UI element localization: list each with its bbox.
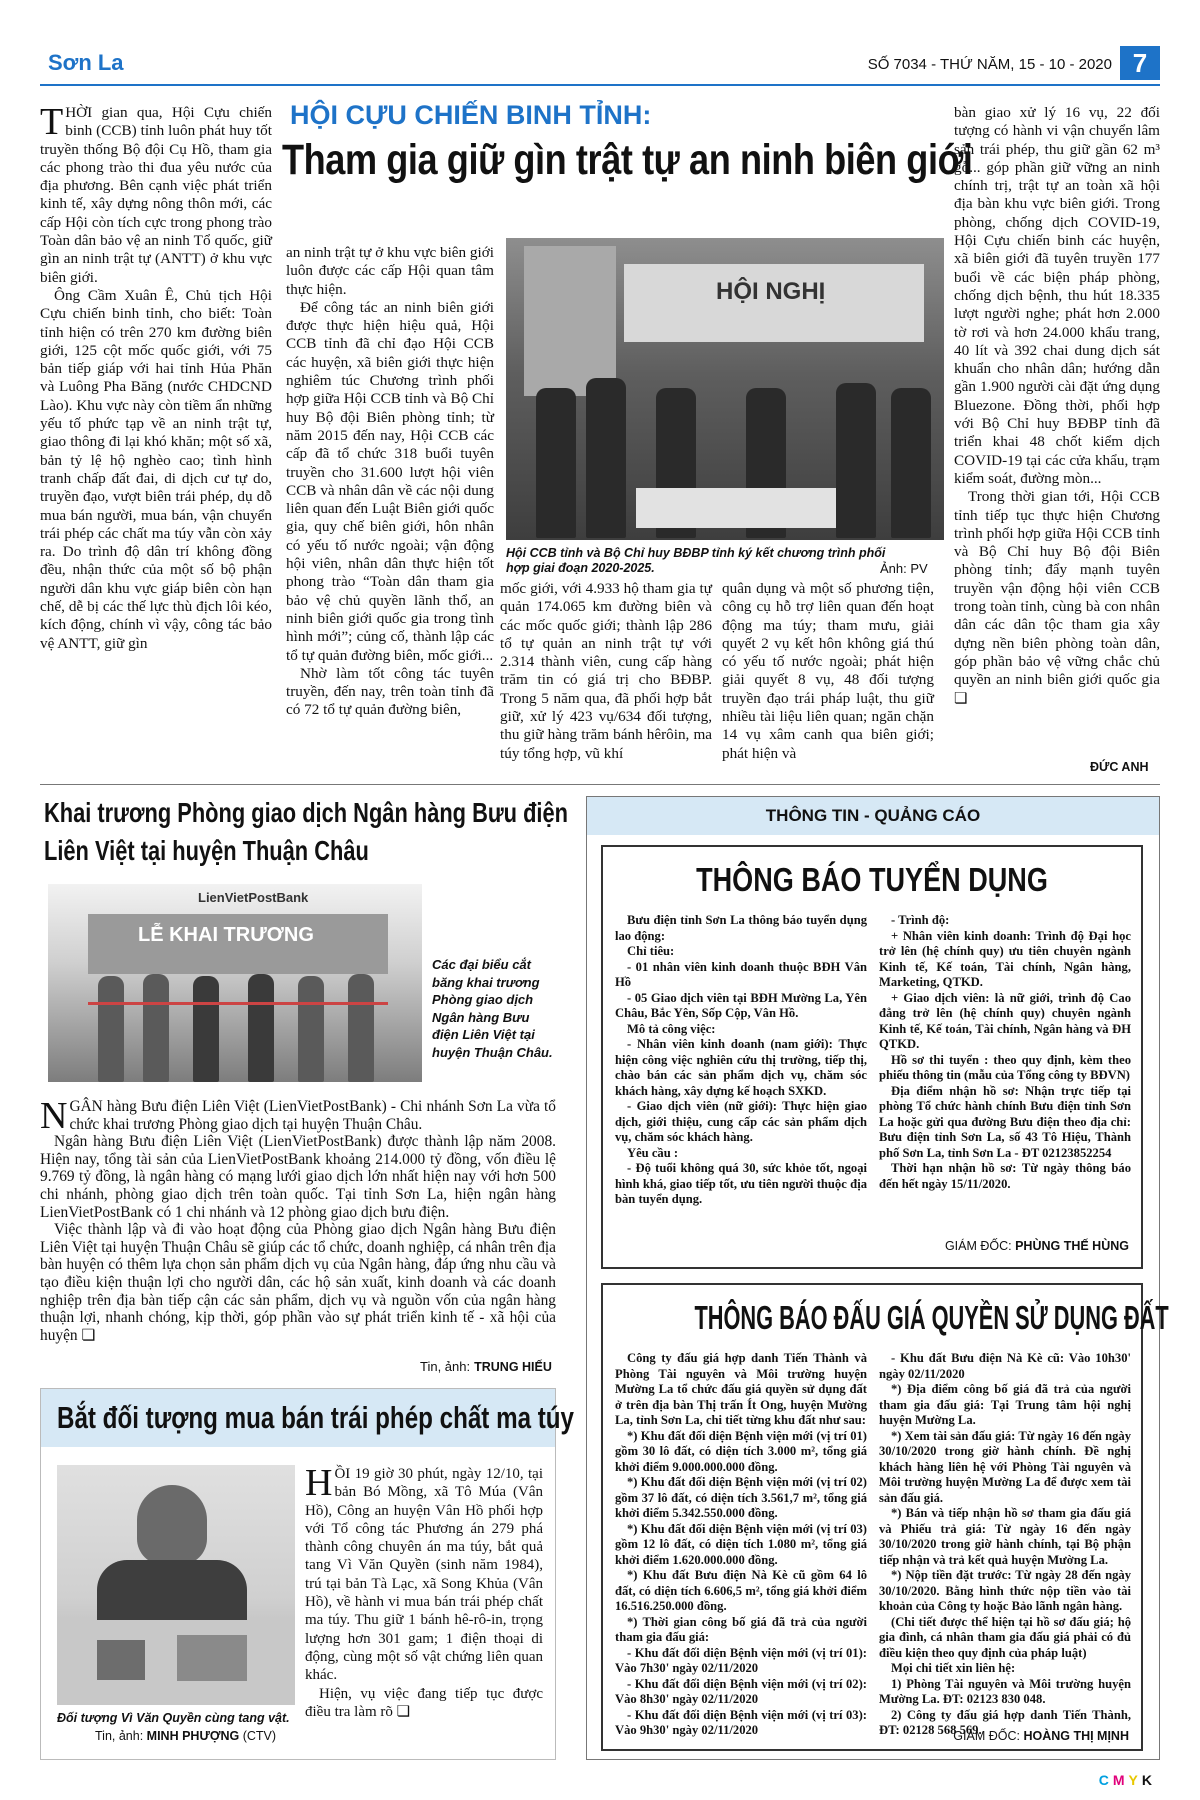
recruit-notice	[601, 845, 1143, 1269]
article1-kicker: HỘI CỰU CHIẾN BINH TỈNH:	[290, 100, 652, 130]
auction-left-para: *) Khu đất Bưu điện Nà Kè cũ gồm 64 lô đất, có diện tích 6.606,5 m², tổng giá khởi điểm 16.516.250.000 đồng.	[615, 1568, 867, 1613]
recruit-left-para: - 01 nhân viên kinh doanh thuộc BĐH Vân Hồ	[615, 959, 867, 989]
article2-headline	[44, 794, 568, 870]
recruit-right-para: + Nhân viên kinh doanh: Trình độ Đại học trở lên (hệ chính quy) ưu tiên chuyên ngành Kinh tế, Kế toán, Tài chính, Ngân hàng, Marketing, QTKD.	[879, 928, 1131, 989]
article3-photo	[57, 1465, 295, 1705]
article1-col1-para-2: Ông Cầm Xuân Ê, Chủ tịch Hội Cựu chiến binh tỉnh, cho biết: Toàn tỉnh hiện có trên 270 km đường biên giới, 125 cột mốc quốc giới, với 75 bản tiếp giáp với hai tỉnh Hủa Phăn và Luông Pha Băng (nước CHDCND Lào). Khu vực này còn tiềm ẩn những yếu tố phức tạp về an ninh trật tự, giao thông đi lại khó khăn; một số xã, bản tỷ lệ hộ nghèo cao; tình hình tranh chấp đất đai, di dịch cư tự do, truyền đạo, vượt biên trái phép, dụ dỗ mua bán người, mua bán, vận chuyển trái phép các chất ma túy vẫn còn xảy ra. Do trình độ dân trí không đồng đều, nhận thức của một số bộ phận người dân khu vực giáp biên còn hạn chế, dễ bị các thế lực thù địch lôi kéo, kích động, chính vì vậy, công tác bảo vệ ANTT, giữ gìn	[40, 286, 272, 652]
auction-left-para: *) Thời gian công bố giá đã trả của người tham gia đấu giá:	[615, 1614, 867, 1644]
recruit-left-para: - Nhân viên kinh doanh (nam giới): Thực hiện công việc nghiên cứu thị trường, tiếp thị, chào bán các sản phẩm dịch vụ, chăm sóc khách hàng, xây dựng kế hoạch SXKD.	[615, 1037, 867, 1098]
dropcap: H	[305, 1462, 333, 1504]
article1-column-5	[954, 104, 1160, 758]
auction-notice	[601, 1283, 1169, 1751]
section-divider	[40, 784, 1160, 785]
ads-strip: THÔNG TIN - QUẢNG CÁO	[587, 797, 1159, 835]
print-mark-letter: Y	[1128, 1772, 1142, 1788]
credit-name: TRUNG HIẾU	[474, 1360, 552, 1374]
auction-right-para: Mọi chi tiết xin liên hệ:	[891, 1661, 1016, 1675]
auction-right-para: *) Địa điểm công bố giá đã trả của người tham gia đấu giá: Tại Trung tâm hội nghị huyện Mường La.	[879, 1382, 1131, 1427]
recruit-left-para: Yêu cầu :	[627, 1145, 679, 1160]
signature-label: GIÁM ĐỐC:	[944, 1239, 1012, 1253]
credit-label: Tin, ảnh:	[95, 1729, 144, 1743]
page-header	[40, 42, 1160, 82]
article2-photo	[48, 884, 422, 1082]
auction-left-para: *) Khu đất đối diện Bệnh viện mới (vị trí 01) gồm 30 lô đất, có diện tích 3.000 m², tổng giá khởi điểm 9.000.000.000 đồng.	[615, 1428, 867, 1474]
auction-left-para: Công ty đấu giá hợp danh Tiến Thành và Phòng Tài nguyên và Môi trường huyện Mường La tổ chức đấu giá quyền sử dụng đất ở trên địa bàn Thị trấn Ít Ong, huyện Mường La, tỉnh Sơn La, chi tiết từng khu đất như sau:	[615, 1351, 867, 1427]
issue-line: SỐ 7034 - THỨ NĂM, 15 - 10 - 2020	[867, 56, 1112, 73]
article1-headline: Tham gia giữ gìn trật tự an ninh biên giới	[282, 136, 973, 184]
dropcap: T	[40, 101, 64, 143]
recruit-right-para: Hồ sơ thi tuyển : theo quy định, kèm theo phiếu thông tin (mẫu của Tổng công ty BĐVN)	[879, 1052, 1131, 1082]
article1-col3-para-1: mốc giới, với 4.933 hộ tham gia tự quản 174.065 km đường biên và các mốc quốc giới; thành lập 286 tổ tự quản an ninh trật tự với 2.314 thành viên, cung cấp hàng trăm tin có giá trị cho BĐBP. Trong 5 năm qua, đã phối hợp bắt giữ, xử lý 423 vụ/634 đối tượng, thu giữ hàng trăm bánh hêrôin, ma túy tổng hợp, vũ khí	[500, 580, 712, 762]
print-marks	[1099, 1772, 1156, 1788]
recruit-right-para: Thời hạn nhận hồ sơ: Từ ngày thông báo đến hết ngày 15/11/2020.	[879, 1161, 1131, 1191]
article3-credit	[95, 1729, 276, 1743]
article1-col4-para-1: quân dụng và một số phương tiện, công cụ hỗ trợ liên quan đến hoạt động ma túy; tham mưu, giải quyết 2 vụ kết hôn không giá thú có yếu tố nước ngoài; phát hiện giải quyết 8 vụ, 48 đối tượng truyền đạo trái pháp luật, thu giữ nhiều tài liệu liên quan; ngăn chặn 14 vụ xâm canh qua biên giới; phát hiện và	[722, 580, 934, 762]
article1-photo-caption: Hội CCB tỉnh và Bộ Chỉ huy BĐBP tỉnh ký kết chương trình phối hợp giai đoạn 2020-2025.	[506, 546, 886, 575]
article1-column-3	[500, 580, 712, 780]
article1-photo-credit: Ảnh: PV	[880, 561, 928, 576]
auction-signature	[953, 1729, 1129, 1743]
dropcap: N	[40, 1095, 68, 1137]
article1-author: ĐỨC ANH	[1090, 760, 1149, 774]
print-mark-letter: M	[1112, 1772, 1129, 1788]
article2-para-3: Việc thành lập và đi vào hoạt động của Phòng giao dịch Ngân hàng Bưu điện Liên Việt tại huyện Thuận Châu sẽ giúp các tổ chức, doanh nghiệp, cá nhân trên địa bàn huyện có thêm lựa chọn sản phẩm dịch vụ của Ngân hàng, đáp ứng nhu cầu và tạo điều kiện thuận lợi cho người dân, các hộ sản xuất, kinh doanh và các doanh nghiệp trên địa bàn tiếp cận các sản phẩm, dịch vụ và nguồn vốn của ngân hàng thuận lợi, nhanh chóng, kịp thời, góp phần vào sự phát triển kinh tế - xã hội của huyện ❏	[40, 1221, 556, 1344]
section-name: Sơn La	[48, 50, 124, 75]
page-number: 7	[1120, 46, 1160, 80]
article3-para-1: HỒI 19 giờ 30 phút, ngày 12/10, tại bản Bó Mồng, xã Tô Múa (Vân Hồ), Công an huyện Vân Hồ phối hợp với Tổ công tác Phương án 279 phá thành công chuyên án ma túy, bắt quả tang Vì Văn Quyền (sinh năm 1984), trú tại bản Tà Lạc, xã Song Khủa (Vân Hồ), về hành vi mua bán trái phép chất ma túy. Thu giữ 1 bánh hê-rô-in, trọng lượng hơn 301 gam; 1 điện thoại di động, cùng một số vật chứng liên quan khác.	[305, 1462, 543, 1684]
recruit-signature	[945, 1239, 1129, 1253]
auction-right-para: 2) Công ty đấu giá hợp danh Tiến Thành, ĐT: 02128 568 569.	[879, 1707, 1131, 1737]
print-mark-letter: K	[1141, 1772, 1156, 1788]
recruit-right-para: - Trình độ:	[891, 913, 950, 927]
recruit-title: THÔNG BÁO TUYỂN DỤNG	[696, 861, 1048, 898]
article2-body	[40, 1095, 556, 1356]
article3-headline: Bắt đối tượng mua bán trái phép chất ma túy	[57, 1400, 575, 1435]
auction-left-column	[615, 1351, 867, 1741]
print-mark-letter: C	[1098, 1772, 1113, 1788]
article3-body	[305, 1462, 543, 1755]
auction-left-para: *) Khu đất đối diện Bệnh viện mới (vị trí 02) gồm 37 lô đất, có diện tích 3.561,7 m², tổng giá khởi điểm 5.342.550.000 đồng.	[615, 1475, 867, 1520]
article1-col2-para-1: an ninh trật tự ở khu vực biên giới luôn được các cấp Hội quan tâm thực hiện.	[286, 244, 494, 298]
recruit-left-para: - 05 Giao dịch viên tại BĐH Mường La, Yên Châu, Bắc Yên, Sốp Cộp, Vân Hồ.	[615, 990, 867, 1020]
signature-name: HOÀNG THỊ MỊNH	[1023, 1729, 1129, 1743]
article1-col5-para-2: Trong thời gian tới, Hội CCB tỉnh tiếp tục thực hiện Chương trình phối hợp giữa Hội CCB tỉnh và Bộ Chỉ huy Bộ đội Biên phòng tỉnh; đẩy mạnh tuyên truyền vận động hội viên CCB trong toàn tỉnh, cùng bà con nhân dân các dân tộc tham gia xây dựng nền biên phòng toàn dân, góp phần bảo vệ vững chắc chủ quyền an ninh biên giới quốc gia ❏	[954, 488, 1160, 707]
recruit-right-column	[879, 913, 1131, 1233]
article2-credit	[420, 1358, 552, 1376]
credit-suffix: (CTV)	[242, 1729, 277, 1743]
article1-column-2	[286, 244, 494, 774]
article2-para-2: Ngân hàng Bưu điện Liên Việt (LienVietPostBank) được thành lập năm 2008. Hiện nay, tổng tài sản của LienVietPostBank khoảng 214.000 tỷ đồng, vốn điều lệ 9.769 tỷ đồng, là ngân hàng có mạng lưới giao dịch lớn nhất hiện nay với hơn 500 chi nhánh, phòng giao dịch trên toàn quốc. Tại tỉnh Sơn La, hiện ngân hàng LienVietPostBank có 1 chi nhánh và 12 phòng giao dịch bưu điện.	[40, 1133, 556, 1221]
auction-left-para: - Khu đất đối diện Bệnh viện mới (vị trí 03): Vào 9h30' ngày 02/11/2020	[615, 1707, 867, 1737]
article2-para-1: NGÂN hàng Bưu điện Liên Việt (LienVietPostBank) - Chi nhánh Sơn La vừa tổ chức khai trương Phòng giao dịch tại huyện Thuận Châu.	[40, 1095, 556, 1137]
recruit-right-para: Địa điểm nhận hồ sơ: Nhận trực tiếp tại phòng Tổ chức hành chính Bưu điện tỉnh Sơn La hoặc gửi qua đường Bưu điện theo địa chỉ: Bưu điện tỉnh Sơn La, số 43 Tô Hiệu, Thành phố Sơn La, tỉnh Sơn La - ĐT 02123852254	[879, 1083, 1131, 1160]
article1-column-1	[40, 101, 272, 774]
auction-right-para: *) Xem tài sản đấu giá: Từ ngày 16 đến ngày 30/10/2020 trong giờ hành chính. Đề nghị khách hàng liên hệ với Phòng Tài nguyên và Môi trường huyện Mường La để được xem tài sản đấu giá.	[879, 1428, 1131, 1505]
article1-col2-para-3: Nhờ làm tốt công tác tuyên truyền, đến nay, trên toàn tỉnh đã có 72 tổ tự quản đường biên,	[286, 664, 494, 719]
article3-box	[40, 1388, 575, 1760]
recruit-left-column	[615, 913, 867, 1253]
auction-left-para: - Khu đất đối diện Bệnh viện mới (vị trí 02): Vào 8h30' ngày 02/11/2020	[615, 1676, 867, 1706]
article2-photo-caption: Các đại biểu cắt băng khai trương Phòng giao dịch Ngân hàng Bưu điện Liên Việt tại huyện Thuận Châu.	[432, 957, 553, 1060]
signature-name: PHÙNG THẾ HÙNG	[1015, 1239, 1129, 1253]
auction-right-para: (Chi tiết được thể hiện tại hồ sơ đấu giá; hộ gia đình, cá nhân tham gia đấu giá phải có đủ điều kiện theo quy định của pháp luật)	[879, 1614, 1131, 1660]
credit-name: MINH PHƯỢNG	[146, 1729, 240, 1743]
article1-column-4	[722, 580, 934, 780]
credit-label: Tin, ảnh:	[420, 1359, 471, 1374]
article1-photo	[506, 238, 944, 540]
article1-col1-para-1: THỜI gian qua, Hội Cựu chiến binh (CCB) tỉnh luôn phát huy tốt truyền thống Bộ đội Cụ Hồ, tham gia các phong trào thi đua yêu nước của địa phương. Bên cạnh việc phát triển kinh tế, xây dựng nông thôn mới, các cấp Hội còn tích cực trong phong trào Toàn dân bảo vệ an ninh Tổ quốc, giữ gìn an ninh trật tự (ANTT) ở khu vực biên giới.	[40, 101, 272, 286]
bank-logo: LienVietPostBank	[198, 890, 309, 905]
auction-right-para: - Khu đất Bưu điện Nà Kè cũ: Vào 10h30' ngày 02/11/2020	[879, 1351, 1131, 1381]
auction-right-para: 1) Phòng Tài nguyên và Môi trường huyện Mường La. ĐT: 02123 830 048.	[879, 1676, 1131, 1706]
recruit-left-para: Mô tả công việc:	[627, 1021, 716, 1036]
article3-photo-caption: Đối tượng Vì Văn Quyền cùng tang vật.	[57, 1711, 290, 1725]
photo-banner-text: HỘI NGHỊ	[716, 278, 826, 305]
auction-right-para: *) Nộp tiền đặt trước: Từ ngày 28 đến ngày 30/10/2020. Bằng hình thức nộp tiền vào tài khoản của Công ty hoặc Bảo lãnh ngân hàng.	[879, 1568, 1131, 1613]
signature-label: GIÁM ĐỐC:	[953, 1729, 1020, 1743]
article1-col2-para-2: Để công tác an ninh biên giới được thực hiện hiệu quả, Hội CCB tỉnh đã chỉ đạo Hội CCB các huyện, xã biên giới thực hiện nghiêm túc Chương trình phối hợp giữa Hội CCB tỉnh và Bộ Chỉ huy Bộ đội Biên phòng tỉnh; từ năm 2015 đến nay, Hội CCB các cấp đã tổ chức 318 buổi tuyên truyền cho 31.600 lượt hội viên CCB và nhân dân về các nội dung liên quan đến Luật Biên giới quốc gia, quy chế biên giới, hôn nhân có yếu tố nước ngoài; vận động hội viên, nhân dân thực hiện tốt phong trào “Toàn dân tham gia bảo vệ chủ quyền lãnh thổ, an ninh biên giới quốc gia trong tình hình mới”; củng cố, thành lập các tổ tự quản đường biên, mốc giới...	[286, 298, 494, 664]
article1-col5-para-1: bàn giao xử lý 16 vụ, 22 đối tượng có hành vi vận chuyển lâm sản trái phép, thu giữ gần 62 m³ gỗ... góp phần giữ vững an ninh chính trị, trật tự an toàn xã hội địa bàn khu vực biên giới. Trong phòng, chống dịch COVID-19, Hội Cựu chiến binh các huyện, xã biên giới đã tuyên truyền 177 buổi về các biện pháp phòng, chống dịch bệnh, thu hút 18.335 lượt người nghe; phát hơn 2.000 tờ rơi và hơn 24.000 khẩu trang, 40 lít và 392 chai dung dịch sát khuẩn cho nhân dân; hướng dẫn gần 1.900 người cài đặt ứng dụng Bluezone. Đồng thời, phối hợp với Bộ Chỉ huy BĐBP tỉnh đã triển khai 48 chốt kiểm dịch COVID-19 tại các cửa khẩu, trạm kiểm soát, đường mòn...	[954, 104, 1160, 487]
auction-left-para: *) Khu đất đối diện Bệnh viện mới (vị trí 03) gồm 12 lô đất, có diện tích 1.080 m², tổng giá khởi điểm 1.620.000.000 đồng.	[615, 1521, 867, 1567]
auction-right-para: *) Bán và tiếp nhận hồ sơ tham gia đấu giá và Phiếu trả giá: Từ ngày 16 đến ngày 30/10/2020 trong giờ hành chính, tại Bộ phận tiếp nhận và trả kết quả huyện Mường La.	[879, 1506, 1131, 1567]
ads-box	[586, 796, 1169, 1760]
recruit-left-para: - Độ tuổi không quá 30, sức khỏe tốt, ngoại hình khá, giao tiếp tốt, ưu tiên người thuộc địa bàn tuyển dụng.	[615, 1161, 867, 1206]
photo-banner-text: LỄ KHAI TRƯƠNG	[138, 924, 314, 946]
auction-title: THÔNG BÁO ĐẤU GIÁ QUYỀN SỬ DỤNG ĐẤT	[694, 1299, 1169, 1336]
article3-para-2: Hiện, vụ việc đang tiếp tục được điều tra làm rõ ❏	[305, 1685, 543, 1720]
recruit-left-para: - Giao dịch viên (nữ giới): Thực hiện giao dịch, giới thiệu, cung cấp các sản phẩm dịch vụ, chăm sóc khách hàng.	[615, 1099, 867, 1144]
recruit-right-para: + Giao dịch viên: là nữ giới, trình độ Cao đẳng trở lên (hệ chính quy) chuyên ngành Kinh tế, Kế toán, Tài chính, Ngân hàng và ĐH QTKD.	[879, 990, 1131, 1051]
article2-headline-line-2: Liên Việt tại huyện Thuận Châu	[44, 835, 369, 866]
auction-left-para: - Khu đất đối diện Bệnh viện mới (vị trí 01): Vào 7h30' ngày 02/11/2020	[615, 1645, 867, 1675]
article2-headline-line-1: Khai trương Phòng giao dịch Ngân hàng Bưu điện	[44, 797, 568, 828]
header-rule	[40, 84, 1160, 86]
recruit-left-para: Chỉ tiêu:	[627, 944, 675, 958]
recruit-left-para: Bưu điện tỉnh Sơn La thông báo tuyển dụng lao động:	[615, 913, 867, 943]
